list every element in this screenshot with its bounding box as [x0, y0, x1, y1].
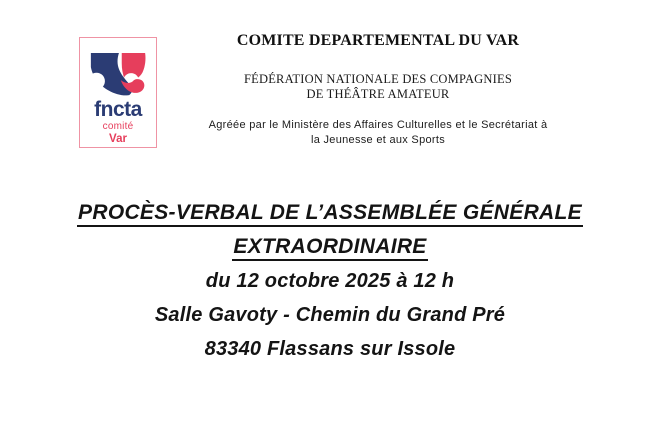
title-line-1: [0, 196, 645, 230]
logo-comite-text: comité: [102, 121, 134, 132]
federation-name: [158, 72, 598, 101]
meeting-city: 83340 Flassans sur Issole: [204, 338, 456, 360]
fncta-logo: [79, 37, 157, 148]
header-block: [158, 31, 598, 148]
document-title-block: [0, 196, 645, 366]
meeting-date: du 12 octobre 2025 à 12 h: [205, 270, 455, 292]
committee-title: COMITE DEPARTEMENTAL DU VAR: [236, 32, 520, 49]
title-line-1-text: PROCÈS-VERBAL DE L’ASSEMBLÉE GÉNÉRALE: [77, 201, 583, 227]
logo-name-text: fncta: [94, 98, 142, 121]
federation-line-2: DE THÉÂTRE AMATEUR: [306, 86, 450, 101]
federation-line-1: FÉDÉRATION NATIONALE DES COMPAGNIES: [243, 72, 512, 86]
accreditation-line-1: Agréée par le Ministère des Affaires Culturelles et le Secrétariat à: [208, 119, 548, 131]
logo-region-text: Var: [109, 133, 127, 145]
title-line-2-text: EXTRAORDINAIRE: [232, 235, 427, 261]
fncta-logo-mark: [89, 52, 147, 99]
accreditation-note: [158, 118, 598, 148]
meeting-venue: Salle Gavoty - Chemin du Grand Pré: [154, 304, 506, 326]
title-line-2: [0, 230, 645, 264]
accreditation-line-2: la Jeunesse et aux Sports: [310, 134, 446, 146]
